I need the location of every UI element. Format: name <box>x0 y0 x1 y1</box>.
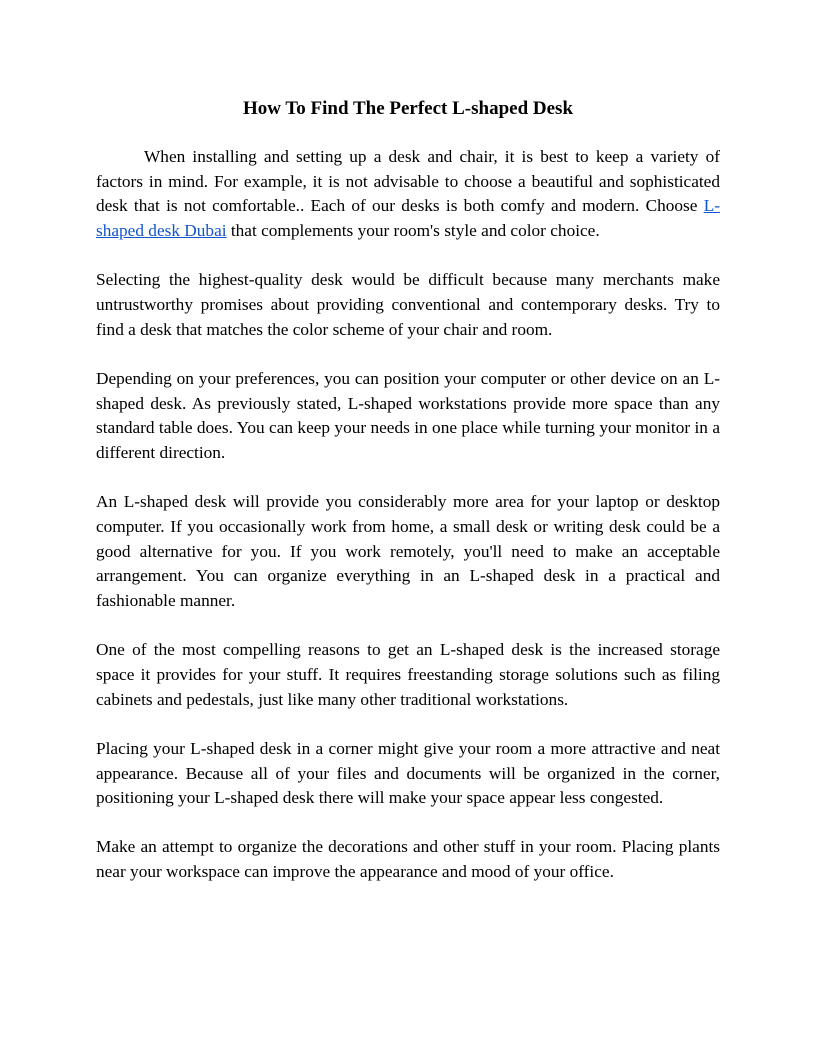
l-shaped-desk-dubai-link[interactable]: L-shaped desk Dubai <box>96 196 720 241</box>
document-body <box>96 145 720 885</box>
paragraph-intro <box>96 145 720 244</box>
page-title: How To Find The Perfect L-shaped Desk <box>242 98 574 119</box>
paragraph-intro-text-after: that complements your room's style and color choice. <box>226 221 600 241</box>
paragraph-corner: Placing your L-shaped desk in a corner might give your room a more attractive and neat appearance. Because all of your files and documents will be organized in the corner, positioning your L-shaped desk there will make your space appear less congested. <box>96 738 720 808</box>
paragraph-intro-text-before: When installing and setting up a desk and chair, it is best to keep a variety of factors in mind. For example, it is not advisable to choose a beautiful and sophisticated desk that is not comfortable.. Each of our desks is both comfy and modern. Choose <box>96 147 720 216</box>
paragraph-positioning: Depending on your preferences, you can position your computer or other device on an L-shaped desk. As previously stated, L-shaped workstations provide more space than any standard table does. You can keep your needs in one place while turning your monitor in a different direction. <box>96 368 720 463</box>
paragraph-storage: One of the most compelling reasons to get an L-shaped desk is the increased storage space it provides for your stuff. It requires freestanding storage solutions such as filing cabinets and pedestals, just like many other traditional workstations. <box>96 640 720 709</box>
paragraph-area: An L-shaped desk will provide you considerably more area for your laptop or desktop computer. If you occasionally work from home, a small desk or writing desk could be a good alternative for you. If you work remotely, you'll need to make an acceptable arrangement. You can organize everything in an L-shaped desk in a practical and fashionable manner. <box>96 492 720 611</box>
paragraph-decorations: Make an attempt to organize the decorations and other stuff in your room. Placing plants near your workspace can improve the appearance and mood of your office. <box>96 837 720 882</box>
paragraph-selecting: Selecting the highest-quality desk would be difficult because many merchants make untrustworthy promises about providing conventional and contemporary desks. Try to find a desk that matches the color scheme of your chair and room. <box>96 270 720 339</box>
